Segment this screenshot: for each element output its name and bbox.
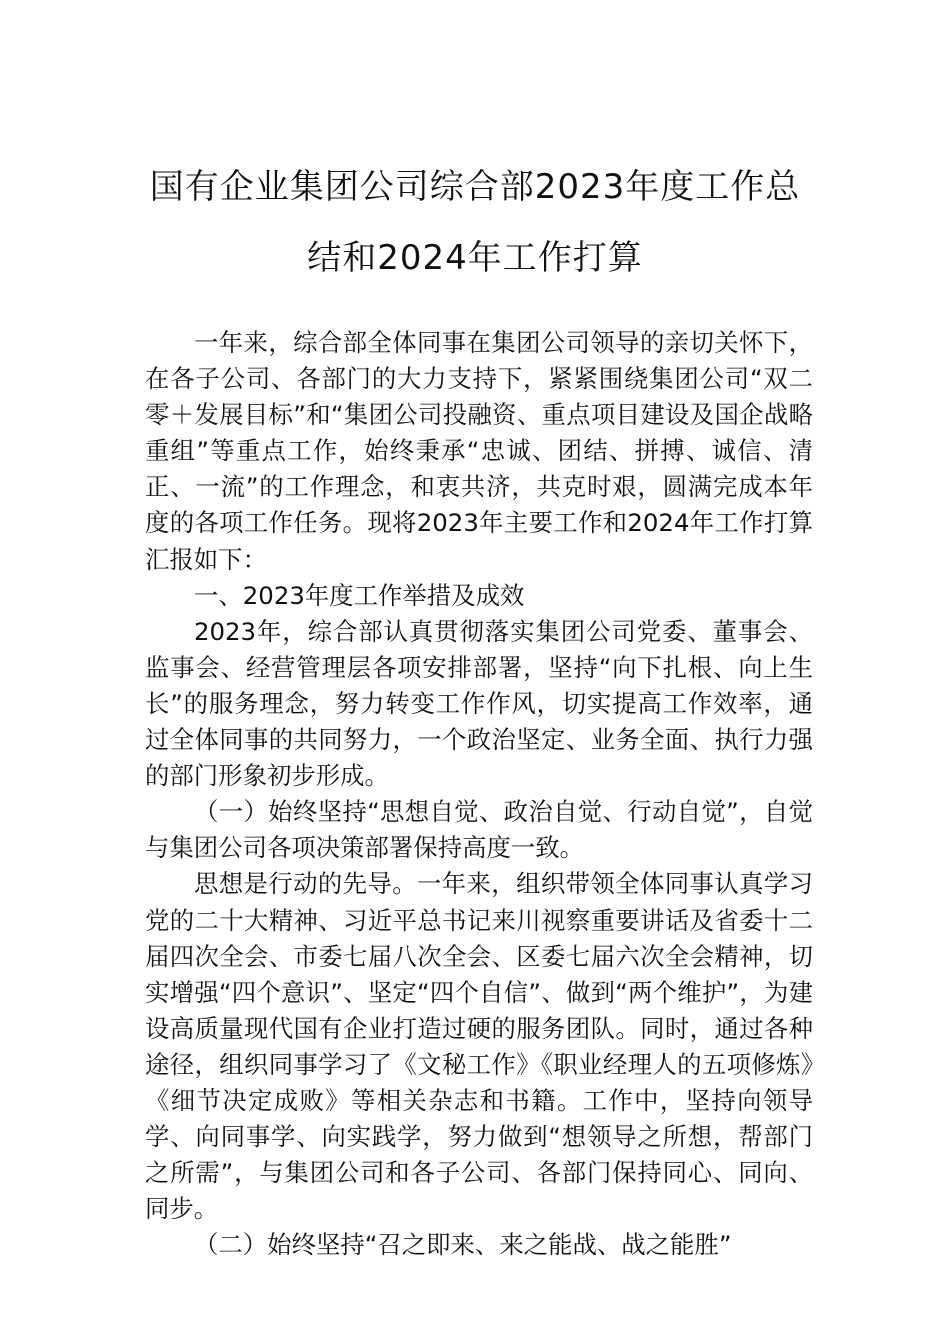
document-title-line-2: 结和2024年工作打算 xyxy=(307,238,643,278)
section-1-paragraph: 2023年，综合部认真贯彻落实集团公司党委、董事会、监事会、经营管理层各项安排部署，坚持“向下扎根、向上生长”的服务理念，努力转变工作作风，切实提高工作效率，通过全体同事的共同努力，一个政治坚定、业务全面、执行力强的部门形象初步形成。 xyxy=(145,616,813,791)
subsection-heading-1: （一）始终坚持“思想自觉、政治自觉、行动自觉”，自觉与集团公司各项决策部署保持高度一致。 xyxy=(145,797,813,863)
section-heading-1: 一、2023年度工作举措及成效 xyxy=(194,580,525,610)
subsection-1-paragraph: 思想是行动的先导。一年来，组织带领全体同事认真学习党的二十大精神、习近平总书记来川视察重要讲话及省委十二届四次全会、市委七届八次全会、区委七届六次全会精神，切实增强“四个意识”、坚定“四个自信”、做到“两个维护”，为建设高质量现代国有企业打造过硬的服务团队。同时，通过各种途径，组织同事学习了《文秘工作》《职业经理人的五项修炼》《细节决定成败》等相关杂志和书籍。工作中，坚持向领导学、向同事学、向实践学，努力做到“想领导之所想，帮部门之所需”，与集团公司和各子公司、各部门保持同心、同向、同步。 xyxy=(145,869,813,1224)
document-title-line-1: 国有企业集团公司综合部2023年度工作总 xyxy=(149,167,801,207)
intro-paragraph: 一年来，综合部全体同事在集团公司领导的亲切关怀下，在各子公司、各部门的大力支持下，紧紧围绕集团公司“双二零＋发展目标”和“集团公司投融资、重点项目建设及国企战略重组”等重点工作，始终秉承“忠诚、团结、拼搏、诚信、清正、一流”的工作理念，和衷共济，共克时艰，圆满完成本年度的各项工作任务。现将2023年主要工作和2024年工作打算汇报如下： xyxy=(145,328,813,574)
document-body xyxy=(145,325,813,1263)
subsection-heading-2: （二）始终坚持“召之即来、来之能战、战之能胜” xyxy=(194,1230,732,1260)
